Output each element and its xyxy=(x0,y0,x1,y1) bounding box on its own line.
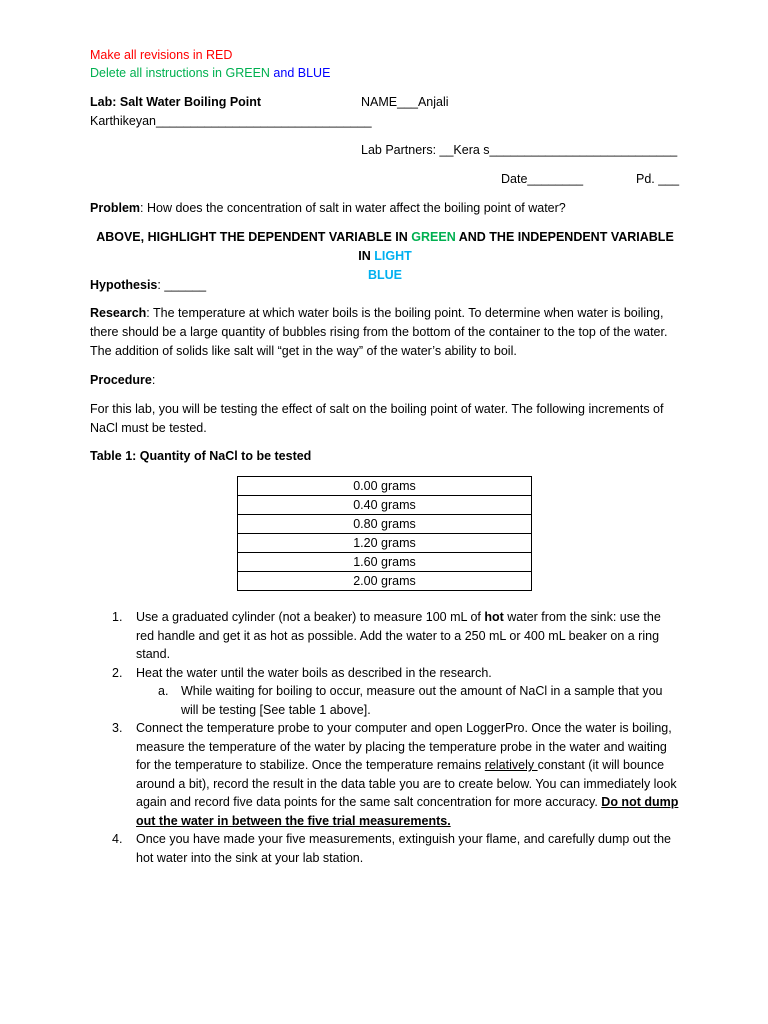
date-field: Date________ xyxy=(501,172,584,186)
period-field: Pd. ___ xyxy=(636,172,680,186)
table-cell: 0.80 grams xyxy=(238,515,532,534)
instruction-delete-blue: and BLUE xyxy=(273,66,331,80)
hypothesis: Hypothesis: ______ xyxy=(90,278,207,292)
list-item: 3. Connect the temperature probe to your computer and open LoggerPro. Once the water is boiling, measure the temperature of the water by placing the temperature probe in the water and waiting for the temperature to stabilize. Once the temperature remains relatively constant (it will bounce around a bit), record the result in the data table you are to create below. You can immediately look again and record five data points for the same salt concentration for more accuracy. Do not dump out the water in between the five trial measurements. xyxy=(112,721,679,828)
procedure-intro: For this lab, you will be testing the effect of salt on the boiling point of water. The following increments of NaCl must be tested. xyxy=(90,402,664,435)
lab-title: Lab: Salt Water Boiling Point xyxy=(90,95,262,109)
list-subitem: a. While waiting for boiling to occur, measure out the amount of NaCl in a sample that you will be testing [See table 1 above]. xyxy=(158,684,663,717)
table-row xyxy=(238,515,532,534)
table-cell: 1.20 grams xyxy=(238,534,532,553)
list-item: 1. Use a graduated cylinder (not a beaker) to measure 100 mL of hot water from the sink: use the red handle and get it as hot as possible. Add the water to a 250 mL or 400 mL beaker on a ring stand. xyxy=(112,610,661,661)
procedure-heading: Procedure: xyxy=(90,373,156,387)
name-continued: Karthikeyan_______________________________ xyxy=(90,114,372,128)
list-item: 4. Once you have made your five measurements, extinguish your flame, and carefully dump out the hot water into the sink at your lab station. xyxy=(112,832,672,865)
table-row xyxy=(238,553,532,572)
name-field: NAME___Anjali xyxy=(361,95,449,109)
research-paragraph: Research: The temperature at which water boils is the boiling point. To determine when water is boiling, there should be a large quantity of bubbles rising from the bottom of the container to the top of the water. The addition of solids like salt will “get in the way” of the water’s ability to boil. xyxy=(90,306,668,358)
table-cell: 0.40 grams xyxy=(238,496,532,515)
procedure-steps xyxy=(90,608,680,867)
instruction-delete-green: Delete all instructions in GREEN xyxy=(90,66,270,80)
table-row xyxy=(238,496,532,515)
instruction-revisions: Make all revisions in RED xyxy=(90,48,233,62)
table-cell: 1.60 grams xyxy=(238,553,532,572)
problem-statement: Problem: How does the concentration of salt in water affect the boiling point of water? xyxy=(90,201,566,215)
table-row xyxy=(238,572,532,591)
list-item: 2. Heat the water until the water boils as described in the research. xyxy=(112,665,492,680)
lab-partners-field: Lab Partners: __Kera s___________________________ xyxy=(361,143,678,157)
instruction-delete xyxy=(90,64,330,82)
table-row xyxy=(238,477,532,496)
highlight-instruction: ABOVE, HIGHLIGHT THE DEPENDENT VARIABLE IN GREEN AND THE INDEPENDENT VARIABLE IN LIGHT BLUE xyxy=(96,230,674,282)
table-cell: 2.00 grams xyxy=(238,572,532,591)
table-row xyxy=(238,534,532,553)
table-caption: Table 1: Quantity of NaCl to be tested xyxy=(90,449,312,463)
nacl-quantity-table xyxy=(237,476,532,591)
table-cell: 0.00 grams xyxy=(238,477,532,496)
